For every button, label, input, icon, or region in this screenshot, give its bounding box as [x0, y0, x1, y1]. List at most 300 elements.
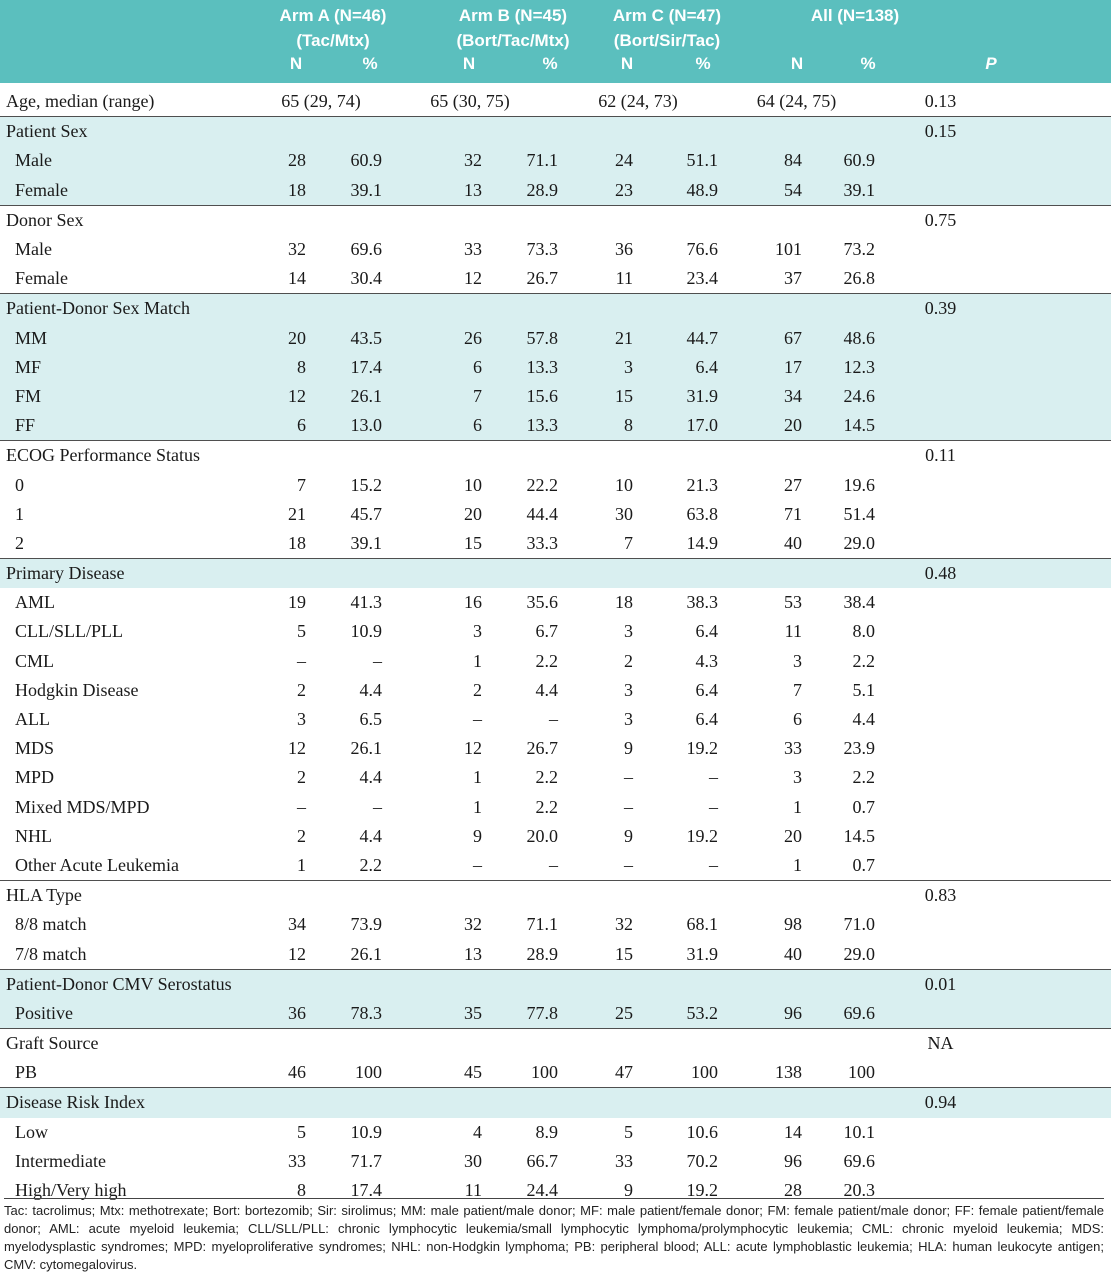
percent-cell: 20.3 — [843, 1180, 875, 1201]
group-label: Patient-Donor Sex Match — [0, 294, 260, 324]
p-value-cell — [875, 793, 1006, 822]
percent-cell: 2.2 — [535, 650, 558, 671]
group-label: Disease Risk Index — [0, 1088, 260, 1118]
percent-cell: 31.9 — [633, 382, 718, 411]
percent-cell: 5.1 — [852, 679, 875, 700]
percent-cell: 100 — [355, 1062, 382, 1083]
percent-cell: 13.3 — [482, 353, 558, 382]
percent-cell: 35.6 — [526, 592, 558, 613]
arm-c-pct-label: % — [695, 54, 711, 73]
percent-cell: 69.6 — [843, 1150, 875, 1171]
table-row — [0, 470, 1111, 499]
p-value-label: P — [985, 54, 997, 73]
count-cell: 15 — [558, 382, 633, 411]
empty-cell — [306, 117, 382, 147]
percent-cell: 6.4 — [695, 709, 718, 730]
percent-cell: 6.4 — [633, 353, 718, 382]
table-group-row — [0, 117, 1111, 147]
count-cell: 21 — [288, 503, 306, 524]
empty-cell — [633, 1029, 718, 1059]
percent-cell: 15.6 — [482, 382, 558, 411]
empty-cell — [558, 294, 633, 324]
spacer-cell — [1006, 294, 1111, 324]
empty-cell — [382, 1029, 482, 1059]
percent-cell: 6.7 — [535, 621, 558, 642]
p-value-cell: 0.11 — [875, 441, 1006, 471]
count-cell: 20 — [260, 324, 306, 353]
count-cell: 138 — [775, 1062, 802, 1083]
count-cell: 2 — [297, 679, 306, 700]
percent-cell: 6.5 — [359, 709, 382, 730]
table-row — [0, 999, 1111, 1029]
percent-cell: 17.4 — [306, 353, 382, 382]
empty-cell — [558, 117, 633, 147]
row-label: MDS — [15, 738, 55, 759]
percent-cell: 60.9 — [306, 146, 382, 175]
percent-cell: 100 — [848, 1062, 875, 1083]
empty-cell — [482, 969, 558, 999]
empty-cell — [802, 117, 875, 147]
empty-cell — [633, 559, 718, 589]
spacer-cell — [1006, 851, 1111, 881]
percent-cell: – — [373, 650, 382, 671]
median-range-cell: 65 (29, 74) — [281, 91, 361, 112]
row-label: Hodgkin Disease — [15, 679, 139, 700]
percent-cell: 100 — [531, 1062, 558, 1083]
count-cell: 23 — [558, 176, 633, 206]
spacer-cell — [1006, 87, 1111, 117]
count-cell: 11 — [464, 1180, 482, 1201]
percent-cell: 15.2 — [350, 474, 382, 495]
p-value-cell — [875, 822, 1006, 851]
count-cell: 30 — [464, 1150, 482, 1171]
empty-cell — [382, 559, 482, 589]
p-value-cell: 0.94 — [875, 1088, 1006, 1118]
percent-cell: 45.7 — [350, 503, 382, 524]
percent-cell: 14.5 — [802, 411, 875, 441]
empty-cell — [306, 969, 382, 999]
p-value-cell — [875, 324, 1006, 353]
count-cell: 7 — [382, 382, 482, 411]
empty-cell — [306, 559, 382, 589]
count-cell: 20 — [718, 411, 802, 441]
percent-cell: 28.9 — [482, 176, 558, 206]
group-label: Patient-Donor CMV Serostatus — [0, 969, 260, 999]
p-value-cell — [875, 676, 1006, 705]
table-row — [0, 1058, 1111, 1088]
p-value-cell — [875, 470, 1006, 499]
percent-cell: 13.0 — [306, 411, 382, 441]
empty-cell — [633, 294, 718, 324]
percent-cell: 66.7 — [526, 1150, 558, 1171]
empty-cell — [260, 294, 306, 324]
table-row — [0, 411, 1111, 441]
empty-cell — [558, 1088, 633, 1118]
row-label: Male — [15, 239, 52, 260]
empty-cell — [633, 969, 718, 999]
spacer-cell — [1006, 1058, 1111, 1088]
count-cell: 12 — [288, 943, 306, 964]
empty-cell — [633, 117, 718, 147]
table-row — [0, 382, 1111, 411]
row-label: Positive — [0, 999, 260, 1029]
percent-cell: 22.2 — [526, 474, 558, 495]
count-cell: 28 — [260, 146, 306, 175]
spacer-cell — [1006, 881, 1111, 911]
spacer-cell — [1006, 529, 1111, 559]
empty-cell — [382, 205, 482, 235]
row-label: 2 — [15, 532, 24, 553]
row-label: NHL — [15, 825, 52, 846]
percent-cell: 73.2 — [843, 239, 875, 260]
count-cell: 3 — [793, 767, 802, 788]
arm-c-n-label: N — [620, 54, 634, 73]
count-cell: 8 — [297, 1180, 306, 1201]
empty-cell — [382, 1088, 482, 1118]
percent-cell: 10.9 — [350, 1121, 382, 1142]
spacer-cell — [1006, 470, 1111, 499]
percent-cell: 53.2 — [633, 999, 718, 1029]
count-cell: 6 — [382, 411, 482, 441]
count-cell: 1 — [473, 767, 482, 788]
percent-cell: 26.1 — [306, 382, 382, 411]
percent-cell: 8.9 — [535, 1121, 558, 1142]
count-cell: 26 — [382, 324, 482, 353]
table-footnote: Tac: tacrolimus; Mtx: methotrexate; Bort: bortezomib; Sir: sirolimus; MM: male patient/male donor; MF: male patient/female donor; FM: female patient/male donor; FF: female patient/female donor; AML: acute myeloid leukemia; CLL/SLL/PLL: chronic lymphocytic leukemia/small lymphocytic lymphoma/prolymphocytic leukemia; CML: chronic myeloid leukemia; MDS: myelodysplastic syndromes; MPD: myeloproliferative syndromes; NHL: non-Hodgkin lymphoma; PB: peripheral blood; ALL: acute lymphoblastic leukemia; HLA: human leukocyte antigen; CMV: cytomegalovirus. — [4, 1198, 1104, 1274]
percent-cell: 2.2 — [852, 767, 875, 788]
count-cell: 3 — [624, 709, 633, 730]
count-cell: 40 — [784, 943, 802, 964]
count-cell: – — [624, 767, 633, 788]
arm-b-header: Arm B (N=45) — [458, 6, 568, 25]
p-value-cell — [875, 999, 1006, 1029]
p-value-cell: 0.75 — [875, 205, 1006, 235]
count-cell: 9 — [473, 825, 482, 846]
spacer-cell — [1006, 793, 1111, 822]
percent-cell: 26.1 — [350, 738, 382, 759]
count-cell: 8 — [558, 411, 633, 441]
count-cell: 12 — [464, 268, 482, 289]
count-cell: 4 — [473, 1121, 482, 1142]
empty-cell — [718, 117, 802, 147]
table-row — [0, 705, 1111, 734]
spacer-cell — [1006, 1029, 1111, 1059]
empty-cell — [260, 441, 306, 471]
count-cell: 71 — [784, 503, 802, 524]
count-cell: 7 — [624, 532, 633, 553]
count-cell: 8 — [260, 353, 306, 382]
table-header — [0, 0, 1111, 83]
count-cell: 25 — [558, 999, 633, 1029]
p-value-cell: 0.01 — [875, 969, 1006, 999]
count-cell: 21 — [558, 324, 633, 353]
count-cell: 12 — [464, 738, 482, 759]
p-value-cell — [875, 617, 1006, 646]
spacer-cell — [1006, 235, 1111, 264]
count-cell: 35 — [382, 999, 482, 1029]
table-group-row — [0, 1088, 1111, 1118]
p-value-cell — [875, 264, 1006, 294]
count-cell: 24 — [558, 146, 633, 175]
p-value-cell: 0.39 — [875, 294, 1006, 324]
spacer-cell — [1006, 939, 1111, 969]
count-cell: 2 — [297, 767, 306, 788]
count-cell: 96 — [718, 999, 802, 1029]
row-label: 0 — [15, 474, 24, 495]
count-cell: 18 — [260, 176, 306, 206]
empty-cell — [482, 1029, 558, 1059]
count-cell: 19 — [288, 592, 306, 613]
group-label: Age, median (range) — [6, 91, 155, 112]
row-label: Female — [0, 176, 260, 206]
p-value-cell — [875, 734, 1006, 763]
p-value-cell — [875, 588, 1006, 617]
row-label: CML — [15, 650, 55, 671]
spacer-cell — [1006, 588, 1111, 617]
empty-cell — [558, 1029, 633, 1059]
percent-cell: 4.3 — [695, 650, 718, 671]
table-group-row — [0, 881, 1111, 911]
percent-cell: 6.4 — [695, 621, 718, 642]
p-value-cell — [875, 910, 1006, 939]
spacer-cell — [1006, 382, 1111, 411]
group-label: Donor Sex — [0, 205, 260, 235]
count-cell: 3 — [297, 709, 306, 730]
row-label: Other Acute Leukemia — [15, 854, 179, 875]
empty-cell — [802, 881, 875, 911]
empty-cell — [260, 117, 306, 147]
percent-cell: 44.4 — [526, 503, 558, 524]
p-value-cell — [875, 176, 1006, 206]
empty-cell — [482, 1088, 558, 1118]
p-value-cell: 0.83 — [875, 881, 1006, 911]
count-cell: 1 — [473, 796, 482, 817]
percent-cell: 71.0 — [843, 914, 875, 935]
table-row — [0, 676, 1111, 705]
count-cell: 28 — [784, 1180, 802, 1201]
p-value-cell: 0.48 — [875, 559, 1006, 589]
empty-cell — [382, 881, 482, 911]
table-group-row — [0, 559, 1111, 589]
empty-cell — [802, 441, 875, 471]
count-cell: 12 — [260, 382, 306, 411]
percent-cell: 4.4 — [852, 709, 875, 730]
arm-a-header: Arm A (N=46) — [279, 6, 387, 25]
table-row — [0, 734, 1111, 763]
p-value-cell — [875, 1147, 1006, 1176]
count-cell: 53 — [784, 592, 802, 613]
table-row — [0, 793, 1111, 822]
table-row — [0, 264, 1111, 294]
table-row — [0, 588, 1111, 617]
table-row — [0, 617, 1111, 646]
row-label: Male — [0, 146, 260, 175]
empty-cell — [718, 294, 802, 324]
percent-cell: 17.0 — [633, 411, 718, 441]
empty-cell — [558, 205, 633, 235]
count-cell: 2 — [297, 825, 306, 846]
count-cell: 9 — [624, 825, 633, 846]
empty-cell — [633, 205, 718, 235]
percent-cell: 39.1 — [350, 532, 382, 553]
count-cell: 1 — [793, 854, 802, 875]
count-cell: 10 — [615, 474, 633, 495]
empty-cell — [260, 559, 306, 589]
count-cell: 16 — [464, 592, 482, 613]
empty-cell — [633, 441, 718, 471]
percent-cell: 28.9 — [526, 943, 558, 964]
empty-cell — [260, 1029, 306, 1059]
table-group-row — [0, 87, 1111, 117]
row-label: 1 — [15, 503, 24, 524]
spacer-cell — [1006, 910, 1111, 939]
spacer-cell — [1006, 117, 1111, 147]
percent-cell: 4.4 — [535, 679, 558, 700]
percent-cell: 4.4 — [359, 825, 382, 846]
row-label: 7/8 match — [15, 943, 87, 964]
percent-cell: 29.0 — [843, 943, 875, 964]
empty-cell — [382, 294, 482, 324]
count-cell: 3 — [793, 650, 802, 671]
count-cell: 36 — [615, 239, 633, 260]
count-cell: 67 — [718, 324, 802, 353]
percent-cell: 48.9 — [633, 176, 718, 206]
all-n-label: N — [790, 54, 804, 73]
count-cell: 47 — [615, 1062, 633, 1083]
percent-cell: 26.7 — [526, 268, 558, 289]
count-cell: 5 — [624, 1121, 633, 1142]
percent-cell: 68.1 — [686, 914, 718, 935]
count-cell: 1 — [297, 854, 306, 875]
row-label: CLL/SLL/PLL — [15, 621, 123, 642]
percent-cell: 2.2 — [359, 854, 382, 875]
percent-cell: – — [549, 854, 558, 875]
table-row — [0, 851, 1111, 881]
empty-cell — [718, 881, 802, 911]
spacer-cell — [1006, 1118, 1111, 1147]
empty-cell — [802, 1088, 875, 1118]
group-label: HLA Type — [0, 881, 260, 911]
count-cell: 33 — [615, 1150, 633, 1171]
count-cell: 9 — [624, 1180, 633, 1201]
spacer-cell — [1006, 676, 1111, 705]
arm-b-pct-label: % — [542, 54, 558, 73]
arm-c-header: Arm C (N=47) — [612, 6, 722, 25]
empty-cell — [718, 969, 802, 999]
empty-cell — [633, 1088, 718, 1118]
table-group-row — [0, 294, 1111, 324]
percent-cell: 4.4 — [359, 679, 382, 700]
spacer-cell — [1006, 264, 1111, 294]
count-cell: 37 — [784, 268, 802, 289]
count-cell: 11 — [784, 621, 802, 642]
percent-cell: 73.9 — [350, 914, 382, 935]
empty-cell — [482, 294, 558, 324]
spacer-cell — [1006, 411, 1111, 441]
empty-cell — [802, 294, 875, 324]
count-cell: 6 — [793, 709, 802, 730]
table-row — [0, 353, 1111, 382]
empty-cell — [718, 559, 802, 589]
empty-cell — [482, 441, 558, 471]
percent-cell: 2.2 — [535, 767, 558, 788]
arm-b-regimen: (Bort/Tac/Mtx) — [456, 31, 570, 50]
percent-cell: 10.6 — [686, 1121, 718, 1142]
empty-cell — [802, 969, 875, 999]
empty-cell — [802, 1029, 875, 1059]
row-label: ALL — [15, 709, 50, 730]
p-value-cell — [875, 1058, 1006, 1088]
count-cell: 32 — [382, 146, 482, 175]
count-cell: 30 — [615, 503, 633, 524]
count-cell: 101 — [775, 239, 802, 260]
count-cell: 54 — [718, 176, 802, 206]
percent-cell: 71.1 — [482, 146, 558, 175]
count-cell: – — [473, 854, 482, 875]
count-cell: 98 — [784, 914, 802, 935]
empty-cell — [558, 559, 633, 589]
percent-cell: – — [709, 767, 718, 788]
spacer-cell — [1006, 205, 1111, 235]
count-cell: 45 — [464, 1062, 482, 1083]
p-value-cell — [875, 235, 1006, 264]
p-value-cell: 0.15 — [875, 117, 1006, 147]
spacer-cell — [1006, 822, 1111, 851]
count-cell: 3 — [473, 621, 482, 642]
percent-cell: 38.3 — [686, 592, 718, 613]
row-label: PB — [15, 1062, 38, 1083]
table-row — [0, 146, 1111, 175]
percent-cell: 77.8 — [482, 999, 558, 1029]
percent-cell: 57.8 — [482, 324, 558, 353]
percent-cell: 21.3 — [686, 474, 718, 495]
empty-cell — [260, 205, 306, 235]
percent-cell: 0.7 — [852, 796, 875, 817]
percent-cell: 71.1 — [526, 914, 558, 935]
spacer-cell — [1006, 617, 1111, 646]
table-row — [0, 500, 1111, 529]
median-range-cell: 62 (24, 73) — [598, 91, 678, 112]
percent-cell: 78.3 — [306, 999, 382, 1029]
percent-cell: 12.3 — [802, 353, 875, 382]
count-cell: 2 — [473, 679, 482, 700]
p-value-cell — [875, 146, 1006, 175]
count-cell: 6 — [260, 411, 306, 441]
count-cell: – — [297, 650, 306, 671]
spacer-cell — [1006, 734, 1111, 763]
percent-cell: 41.3 — [350, 592, 382, 613]
percent-cell: 26.8 — [843, 268, 875, 289]
count-cell: 20 — [464, 503, 482, 524]
count-cell: 46 — [288, 1062, 306, 1083]
count-cell: 32 — [288, 239, 306, 260]
percent-cell: 39.1 — [802, 176, 875, 206]
percent-cell: 10.9 — [350, 621, 382, 642]
table-row — [0, 647, 1111, 676]
spacer-cell — [1006, 1088, 1111, 1118]
row-label: Mixed MDS/MPD — [15, 796, 150, 817]
percent-cell: 23.9 — [843, 738, 875, 759]
table-row — [0, 822, 1111, 851]
count-cell: 34 — [288, 914, 306, 935]
p-value-cell: 0.13 — [924, 91, 957, 112]
table-row — [0, 324, 1111, 353]
count-cell: 14 — [288, 268, 306, 289]
spacer-cell — [1006, 647, 1111, 676]
table-row — [0, 763, 1111, 792]
percent-cell: 76.6 — [686, 239, 718, 260]
empty-cell — [718, 205, 802, 235]
